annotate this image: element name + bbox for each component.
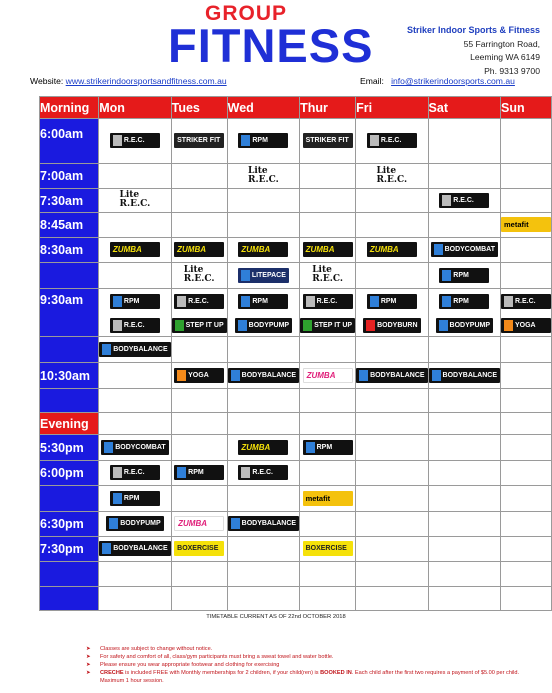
time-label: 8:45am (40, 213, 99, 238)
empty-cell (428, 461, 500, 486)
class-cell (300, 238, 356, 263)
time-label: 6:00am (40, 119, 99, 164)
class-bodycombat[interactable] (431, 242, 498, 257)
evening-header: Evening (40, 413, 99, 435)
time-label: 6:30pm (40, 512, 99, 537)
website-line (30, 76, 227, 86)
day-thur: Thur (300, 97, 356, 119)
empty-cell (356, 537, 428, 562)
class-cell (300, 363, 356, 389)
arrow-icon: ➤ (86, 662, 91, 668)
class-label: RPM (252, 297, 268, 305)
class-label: BODYPUMP (120, 520, 161, 528)
empty-cell (171, 213, 227, 238)
class-label: R.E.C. (119, 199, 151, 210)
class-rpm[interactable] (110, 294, 160, 309)
empty-cell (227, 486, 299, 512)
empty-cell (300, 461, 356, 486)
class-zumba[interactable]: ZUMBA (238, 242, 288, 257)
class-cell (171, 119, 227, 164)
empty-cell (501, 119, 552, 164)
class-label: RPM (188, 469, 204, 477)
class-cell (227, 164, 299, 189)
phone: Ph. 9313 9700 (484, 65, 540, 76)
class-label: YOGA (188, 371, 209, 379)
time-label: 7:00am (40, 164, 99, 189)
class-rec[interactable] (367, 133, 417, 148)
empty-cell (356, 486, 428, 512)
empty-cell (227, 537, 299, 562)
class-label: YOGA (515, 321, 536, 329)
class-cell (356, 238, 428, 263)
class-cell (99, 189, 171, 213)
class-label: RPM (123, 494, 140, 502)
class-bodybalance[interactable] (429, 368, 500, 383)
empty-cell (501, 363, 552, 389)
class-cell (99, 512, 171, 537)
class-label: STEP IT UP (185, 321, 224, 329)
class-cell (171, 263, 227, 289)
class-label: R.E.C. (123, 469, 145, 477)
empty-cell (356, 512, 428, 537)
day-fri: Fri (356, 97, 428, 119)
time-label-blank (40, 263, 99, 289)
empty-cell (171, 164, 227, 189)
class-lite-rec[interactable] (312, 266, 343, 284)
class-striker-fit[interactable]: STRIKER FIT (174, 133, 224, 148)
class-bodybalance[interactable] (99, 541, 170, 556)
class-cell (99, 238, 171, 263)
empty-cell (501, 537, 552, 562)
empty-cell (300, 189, 356, 213)
class-cell (171, 289, 227, 337)
class-label: RPM (453, 271, 469, 279)
timetable (39, 96, 552, 611)
class-cell (428, 289, 500, 337)
title-group: GROUP (205, 2, 288, 25)
class-bodybalance[interactable] (356, 368, 427, 383)
class-boxercise[interactable]: BOXERCISE (174, 541, 224, 556)
class-litepace[interactable] (238, 268, 289, 283)
class-rpm[interactable] (238, 294, 288, 309)
empty-cell (99, 164, 171, 189)
empty-cell (300, 512, 356, 537)
class-zumba[interactable]: ZUMBA (174, 242, 224, 257)
class-zumba[interactable]: ZUMBA (110, 242, 160, 257)
empty-cell (501, 461, 552, 486)
class-bodycombat[interactable] (101, 440, 168, 455)
day-tues: Tues (171, 97, 227, 119)
class-label: R.E.C. (376, 174, 408, 185)
class-cell (99, 337, 171, 363)
class-cell (99, 119, 171, 164)
class-label: RPM (316, 443, 333, 451)
class-zumba[interactable]: ZUMBA (303, 242, 353, 257)
arrow-icon: ➤ (86, 646, 91, 652)
class-rec[interactable] (501, 294, 551, 309)
class-cell (227, 512, 299, 537)
note-text: For safety and comfort of all, class/gym participants must bring a sweat towel and water bottle. (100, 654, 334, 660)
time-label-blank (40, 562, 99, 587)
class-label: R.E.C. (312, 274, 343, 285)
time-label: 8:30am (40, 238, 99, 263)
class-label: RPM (123, 297, 140, 305)
empty-cell (227, 213, 299, 238)
empty-cell (356, 213, 428, 238)
empty-cell (171, 486, 227, 512)
class-cell (428, 363, 500, 389)
class-rec[interactable] (303, 294, 353, 309)
class-cell (300, 289, 356, 337)
class-bodybalance[interactable] (228, 516, 299, 531)
class-label: BODYCOMBAT (115, 443, 166, 451)
class-rpm[interactable] (439, 294, 489, 309)
class-cell (356, 289, 428, 337)
class-label: Lite (376, 165, 397, 176)
class-cell (99, 537, 171, 562)
empty-cell (171, 337, 227, 363)
org-contact (407, 24, 540, 78)
class-cell (356, 164, 428, 189)
class-rpm[interactable] (174, 465, 224, 480)
class-cell (300, 537, 356, 562)
time-label: 7:30pm (40, 537, 99, 562)
class-bodybalance[interactable] (99, 342, 170, 357)
time-label-blank (40, 587, 99, 611)
empty-cell (501, 435, 552, 461)
class-cell (300, 435, 356, 461)
arrow-icon: ➤ (86, 654, 91, 660)
empty-cell (227, 337, 299, 363)
empty-cell (356, 189, 428, 213)
class-label: R.E.C. (247, 174, 279, 185)
empty-cell (501, 189, 552, 213)
class-label: BODYPUMP (248, 321, 290, 329)
class-cell (501, 289, 552, 337)
class-label: RPM (252, 137, 268, 145)
time-label: 7:30am (40, 189, 99, 213)
class-label: RPM (380, 297, 397, 305)
empty-cell (428, 164, 500, 189)
class-label: R.E.C. (183, 274, 215, 285)
empty-cell (171, 435, 227, 461)
class-label: BODYCOMBAT (444, 246, 495, 254)
class-label: Lite (183, 265, 204, 276)
class-label: Lite (247, 165, 268, 176)
class-label: Lite (312, 265, 332, 276)
booked-in-label: BOOKED IN (320, 670, 352, 676)
class-cell (356, 119, 428, 164)
empty-cell (356, 337, 428, 363)
class-cell (300, 263, 356, 289)
class-lite-rec[interactable] (184, 266, 215, 284)
arrow-icon: ➤ (86, 670, 91, 676)
class-label: R.E.C. (123, 137, 145, 145)
empty-cell (300, 164, 356, 189)
email-label: Email: (360, 76, 384, 86)
class-label: RPM (453, 297, 469, 305)
empty-cell (356, 461, 428, 486)
class-metafit[interactable]: metafit (501, 217, 551, 232)
class-bodypump[interactable] (106, 516, 163, 531)
class-label: BODYBURN (377, 321, 418, 329)
class-rpm[interactable] (367, 294, 417, 309)
empty-cell (428, 435, 500, 461)
day-sun: Sun (501, 97, 552, 119)
class-cell (356, 363, 428, 389)
class-cell (171, 363, 227, 389)
morning-header: Morning (40, 97, 99, 119)
class-label: R.E.C. (123, 321, 145, 329)
note-text: . Each child after the first two requires a payment of $5.00 per child. Maximum 1 hour session. (100, 670, 520, 684)
time-label: 6:00pm (40, 461, 99, 486)
empty-cell (428, 537, 500, 562)
empty-cell (227, 189, 299, 213)
class-rpm[interactable] (238, 133, 288, 148)
address-line-1: 55 Farrington Road, (463, 38, 540, 49)
class-rec[interactable] (174, 294, 224, 309)
empty-cell (300, 337, 356, 363)
class-cell (300, 119, 356, 164)
class-label: BODYBALANCE (442, 371, 497, 379)
class-rec[interactable] (439, 193, 489, 208)
note-item (86, 645, 526, 653)
class-rec[interactable] (110, 133, 160, 148)
note-item (86, 653, 526, 661)
class-cell (99, 486, 171, 512)
class-label: STEP IT UP (314, 321, 353, 329)
time-label: 5:30pm (40, 435, 99, 461)
class-cell (171, 238, 227, 263)
website-label: Website: (30, 76, 64, 86)
notes-list (86, 645, 526, 685)
class-label: R.E.C. (453, 196, 474, 204)
note-text: Classes are subject to change without notice. (100, 646, 213, 652)
note-item (86, 669, 526, 685)
email-line (360, 76, 515, 86)
time-label: 9:30am (40, 289, 99, 337)
class-label: BODYBALANCE (113, 545, 168, 553)
class-zumba[interactable]: ZUMBA (367, 242, 417, 257)
class-label: R.E.C. (252, 469, 273, 477)
note-text: Please ensure you wear appropriate footwear and clothing for exercising (100, 662, 280, 668)
class-boxercise[interactable]: BOXERCISE (303, 541, 353, 556)
address-line-2: Leeming WA 6149 (470, 52, 540, 62)
class-rec[interactable] (110, 318, 160, 333)
empty-cell (501, 238, 552, 263)
class-lite-rec[interactable] (376, 167, 407, 185)
class-cell (227, 289, 299, 337)
class-label: LITEPACE (251, 271, 286, 279)
empty-cell (171, 189, 227, 213)
empty-cell (501, 486, 552, 512)
class-yoga[interactable] (174, 368, 224, 383)
class-lite-rec[interactable] (248, 167, 279, 185)
empty-cell (300, 213, 356, 238)
day-mon: Mon (99, 97, 171, 119)
empty-cell (99, 363, 171, 389)
class-cell (300, 486, 356, 512)
class-label: R.E.C. (188, 297, 209, 305)
note-item (86, 661, 526, 669)
note-text: is included FREE with Monthly memberships for 2 children, if your child(ren) is (123, 670, 321, 676)
class-bodyburn[interactable] (363, 318, 420, 333)
class-zumba[interactable]: ZUMBA (303, 368, 353, 383)
empty-cell (428, 119, 500, 164)
class-zumba[interactable]: ZUMBA (174, 516, 224, 531)
day-wed: Wed (227, 97, 299, 119)
class-label: BODYBALANCE (241, 371, 297, 379)
empty-cell (501, 337, 552, 363)
class-cell (171, 461, 227, 486)
class-cell (227, 435, 299, 461)
empty-cell (428, 512, 500, 537)
class-rpm[interactable] (110, 491, 160, 506)
class-metafit[interactable]: metafit (303, 491, 353, 506)
class-yoga[interactable] (501, 318, 551, 333)
class-cell (428, 189, 500, 213)
class-step-it-up[interactable] (172, 318, 227, 333)
empty-cell (356, 263, 428, 289)
class-cell (227, 119, 299, 164)
class-label: R.E.C. (316, 297, 338, 305)
class-zumba[interactable]: ZUMBA (238, 440, 288, 455)
creche-label: CRECHE (100, 670, 124, 676)
class-rpm[interactable] (439, 268, 489, 283)
empty-cell (428, 337, 500, 363)
class-bodypump[interactable] (235, 318, 292, 333)
time-label: 10:30am (40, 363, 99, 389)
class-lite-rec[interactable] (120, 191, 151, 209)
class-label: BODYPUMP (449, 321, 490, 329)
empty-cell (501, 164, 552, 189)
class-label: BODYBALANCE (241, 520, 297, 528)
empty-cell (501, 512, 552, 537)
class-cell (99, 461, 171, 486)
class-cell (99, 289, 171, 337)
class-label: BODYBALANCE (370, 371, 425, 379)
empty-cell (501, 263, 552, 289)
empty-cell (428, 213, 500, 238)
class-cell (428, 238, 500, 263)
class-cell (171, 537, 227, 562)
empty-cell (428, 486, 500, 512)
class-bodybalance[interactable] (228, 368, 299, 383)
class-step-it-up[interactable] (300, 318, 355, 333)
empty-cell (99, 263, 171, 289)
email-link[interactable]: info@strikerindoorsports.com.au (391, 76, 515, 86)
empty-cell (99, 213, 171, 238)
class-rpm[interactable] (303, 440, 353, 455)
class-cell (227, 363, 299, 389)
time-label-blank (40, 389, 99, 413)
class-striker-fit[interactable]: STRIKER FIT (303, 133, 353, 148)
class-cell (227, 461, 299, 486)
org-name: Striker Indoor Sports & Fitness (406, 25, 540, 35)
class-cell (171, 512, 227, 537)
class-bodypump[interactable] (436, 318, 493, 333)
class-cell (227, 263, 299, 289)
empty-cell (356, 435, 428, 461)
class-label: Lite (119, 190, 140, 201)
class-cell (99, 435, 171, 461)
class-label: BODYBALANCE (113, 345, 168, 353)
class-cell (227, 238, 299, 263)
timetable-current-date: TIMETABLE CURRENT AS OF 22nd OCTOBER 2018 (206, 614, 346, 620)
day-sat: Sat (428, 97, 500, 119)
time-label-blank (40, 486, 99, 512)
class-label: R.E.C. (380, 137, 402, 145)
class-cell (501, 213, 552, 238)
website-link[interactable]: www.strikerindoorsportsandfitness.com.au (65, 76, 227, 86)
class-rec[interactable] (110, 465, 160, 480)
class-label: R.E.C. (515, 297, 536, 305)
class-rec[interactable] (238, 465, 288, 480)
class-cell (428, 263, 500, 289)
time-label-blank (40, 337, 99, 363)
title-fitness: FITNESS (168, 19, 374, 72)
